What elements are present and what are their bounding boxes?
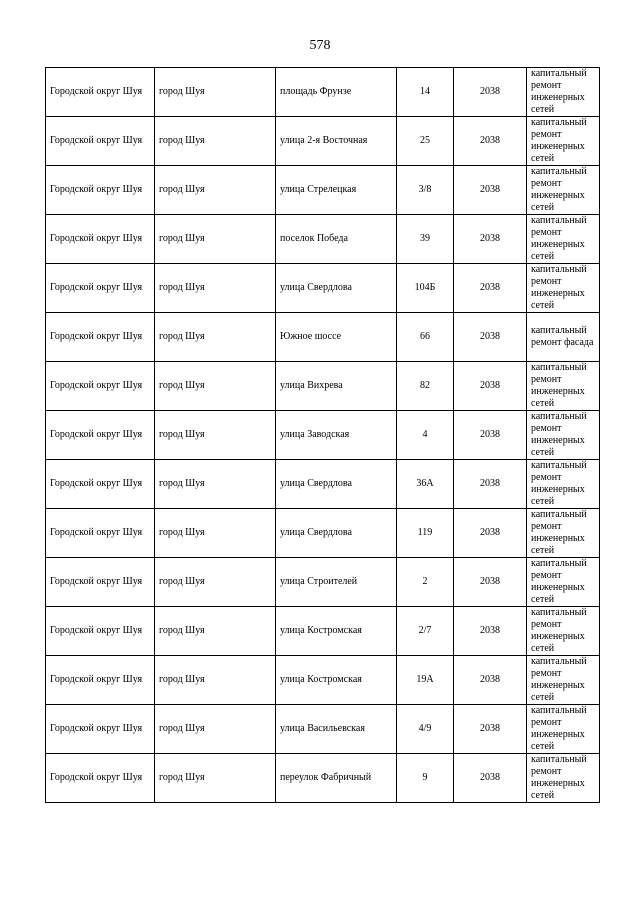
street-cell: улица Свердлова — [276, 509, 397, 558]
district-cell: Городской округ Шуя — [46, 264, 155, 313]
year-cell: 2038 — [454, 215, 527, 264]
street-cell: улица Строителей — [276, 558, 397, 607]
district-cell: Городской округ Шуя — [46, 68, 155, 117]
district-cell: Городской округ Шуя — [46, 411, 155, 460]
table-row — [46, 215, 600, 264]
city-cell: город Шуя — [155, 313, 276, 362]
year-cell: 2038 — [454, 68, 527, 117]
house-number-cell: 36А — [397, 460, 454, 509]
year-cell: 2038 — [454, 313, 527, 362]
city-cell: город Шуя — [155, 411, 276, 460]
year-cell: 2038 — [454, 607, 527, 656]
district-cell: Городской округ Шуя — [46, 607, 155, 656]
house-number-cell: 119 — [397, 509, 454, 558]
street-cell: улица Свердлова — [276, 264, 397, 313]
district-cell: Городской округ Шуя — [46, 117, 155, 166]
table-row — [46, 705, 600, 754]
year-cell: 2038 — [454, 460, 527, 509]
work-type-cell: капитальный ремонт инженерных сетей — [527, 558, 600, 607]
work-type-cell: капитальный ремонт инженерных сетей — [527, 754, 600, 803]
city-cell: город Шуя — [155, 705, 276, 754]
street-cell: улица Свердлова — [276, 460, 397, 509]
repair-schedule-table — [45, 67, 600, 803]
street-cell: улица Заводская — [276, 411, 397, 460]
street-cell: переулок Фабричный — [276, 754, 397, 803]
work-type-cell: капитальный ремонт инженерных сетей — [527, 411, 600, 460]
district-cell: Городской округ Шуя — [46, 656, 155, 705]
district-cell: Городской округ Шуя — [46, 362, 155, 411]
house-number-cell: 14 — [397, 68, 454, 117]
house-number-cell: 104Б — [397, 264, 454, 313]
work-type-cell: капитальный ремонт инженерных сетей — [527, 362, 600, 411]
table-row — [46, 558, 600, 607]
street-cell: улица Костромская — [276, 607, 397, 656]
page-number: 578 — [309, 38, 331, 53]
house-number-cell: 39 — [397, 215, 454, 264]
street-cell: улица 2-я Восточная — [276, 117, 397, 166]
city-cell: город Шуя — [155, 656, 276, 705]
district-cell: Городской округ Шуя — [46, 754, 155, 803]
table-row — [46, 362, 600, 411]
table-row — [46, 313, 600, 362]
table-row — [46, 656, 600, 705]
district-cell: Городской округ Шуя — [46, 705, 155, 754]
district-cell: Городской округ Шуя — [46, 313, 155, 362]
work-type-cell: капитальный ремонт инженерных сетей — [527, 68, 600, 117]
street-cell: улица Вихрева — [276, 362, 397, 411]
house-number-cell: 66 — [397, 313, 454, 362]
table-row — [46, 509, 600, 558]
year-cell: 2038 — [454, 509, 527, 558]
table-row — [46, 117, 600, 166]
table-row — [46, 460, 600, 509]
district-cell: Городской округ Шуя — [46, 460, 155, 509]
street-cell: улица Костромская — [276, 656, 397, 705]
city-cell: город Шуя — [155, 558, 276, 607]
house-number-cell: 4/9 — [397, 705, 454, 754]
table-row — [46, 754, 600, 803]
house-number-cell: 19А — [397, 656, 454, 705]
work-type-cell: капитальный ремонт инженерных сетей — [527, 215, 600, 264]
work-type-cell: капитальный ремонт инженерных сетей — [527, 460, 600, 509]
house-number-cell: 82 — [397, 362, 454, 411]
street-cell: площадь Фрунзе — [276, 68, 397, 117]
work-type-cell: капитальный ремонт инженерных сетей — [527, 705, 600, 754]
year-cell: 2038 — [454, 166, 527, 215]
year-cell: 2038 — [454, 705, 527, 754]
table-row — [46, 68, 600, 117]
city-cell: город Шуя — [155, 117, 276, 166]
city-cell: город Шуя — [155, 166, 276, 215]
street-cell: поселок Победа — [276, 215, 397, 264]
house-number-cell: 2/7 — [397, 607, 454, 656]
district-cell: Городской округ Шуя — [46, 215, 155, 264]
city-cell: город Шуя — [155, 460, 276, 509]
work-type-cell: капитальный ремонт инженерных сетей — [527, 117, 600, 166]
year-cell: 2038 — [454, 362, 527, 411]
year-cell: 2038 — [454, 411, 527, 460]
street-cell: улица Васильевская — [276, 705, 397, 754]
city-cell: город Шуя — [155, 362, 276, 411]
table-row — [46, 411, 600, 460]
city-cell: город Шуя — [155, 509, 276, 558]
city-cell: город Шуя — [155, 264, 276, 313]
year-cell: 2038 — [454, 754, 527, 803]
work-type-cell: капитальный ремонт инженерных сетей — [527, 607, 600, 656]
city-cell: город Шуя — [155, 607, 276, 656]
work-type-cell: капитальный ремонт инженерных сетей — [527, 509, 600, 558]
city-cell: город Шуя — [155, 754, 276, 803]
street-cell: улица Стрелецкая — [276, 166, 397, 215]
year-cell: 2038 — [454, 117, 527, 166]
house-number-cell: 9 — [397, 754, 454, 803]
table-row — [46, 166, 600, 215]
house-number-cell: 4 — [397, 411, 454, 460]
district-cell: Городской округ Шуя — [46, 509, 155, 558]
work-type-cell: капитальный ремонт инженерных сетей — [527, 264, 600, 313]
district-cell: Городской округ Шуя — [46, 166, 155, 215]
work-type-cell: капитальный ремонт фасада — [527, 313, 600, 362]
street-cell: Южное шоссе — [276, 313, 397, 362]
table-row — [46, 607, 600, 656]
work-type-cell: капитальный ремонт инженерных сетей — [527, 166, 600, 215]
house-number-cell: 25 — [397, 117, 454, 166]
year-cell: 2038 — [454, 656, 527, 705]
year-cell: 2038 — [454, 558, 527, 607]
city-cell: город Шуя — [155, 68, 276, 117]
year-cell: 2038 — [454, 264, 527, 313]
house-number-cell: 3/8 — [397, 166, 454, 215]
city-cell: город Шуя — [155, 215, 276, 264]
work-type-cell: капитальный ремонт инженерных сетей — [527, 656, 600, 705]
district-cell: Городской округ Шуя — [46, 558, 155, 607]
house-number-cell: 2 — [397, 558, 454, 607]
table-row — [46, 264, 600, 313]
table-body — [46, 68, 600, 803]
